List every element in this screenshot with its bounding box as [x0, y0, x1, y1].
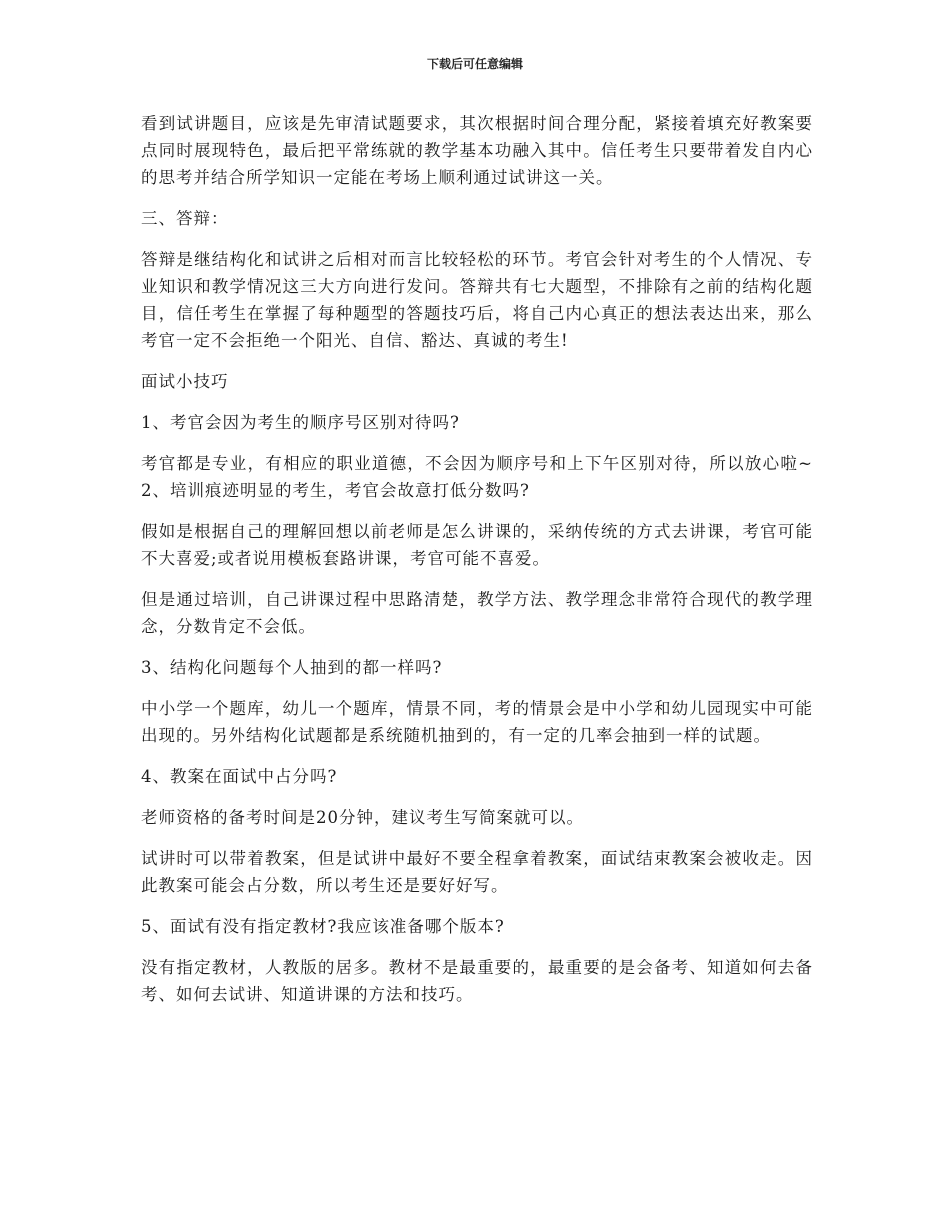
- answer-4-part-2: 试讲时可以带着教案，但是试讲中最好不要全程拿着教案，面试结束教案会被收走。因此教案可能会占分数，所以考生还是要好好写。: [141, 849, 813, 895]
- answer-4-part-1: 老师资格的备考时间是20分钟，建议考生写简案就可以。: [141, 808, 584, 827]
- answer-2-part-2: 但是通过培训，自己讲课过程中思路清楚，教学方法、教学理念非常符合现代的教学理念，分数肯定不会低。: [141, 590, 813, 636]
- question-5: 5、面试有没有指定教材?我应该准备哪个版本?: [141, 917, 505, 936]
- paragraph-trial-lecture-summary: 看到试讲题目，应该是先审清试题要求，其次根据时间合理分配，紧接着填充好教案要点同时展现特色，最后把平常练就的教学基本功融入其中。信任考生只要带着发自内心的思考并结合所学知识一定能在考场上顺利通过试讲这一关。: [141, 114, 813, 187]
- page-header: 下载后可任意编辑: [426, 57, 523, 71]
- section-heading-interview-tips: 面试小技巧: [141, 372, 229, 391]
- section-heading-defense: 三、答辩：: [141, 209, 229, 228]
- answer-3: 中小学一个题库，幼儿一个题库，情景不同，考的情景会是中小学和幼儿园现实中可能出现的。另外结构化试题都是系统随机抽到的，有一定的几率会抽到一样的试题。: [141, 699, 813, 745]
- question-1: 1、考官会因为考生的顺序号区别对待吗?: [141, 413, 460, 432]
- answer-2-part-1: 假如是根据自己的理解回想以前老师是怎么讲课的，采纳传统的方式去讲课，考官可能不大喜爱;或者说用模板套路讲课，考官可能不喜爱。: [141, 522, 813, 568]
- answer-5: 没有指定教材，人教版的居多。教材不是最重要的，最重要的是会备考、知道如何去备考、如何去试讲、知道讲课的方法和技巧。: [141, 958, 813, 1004]
- question-3: 3、结构化问题每个人抽到的都一样吗?: [141, 658, 443, 677]
- answer-1-and-question-2: 考官都是专业，有相应的职业道德，不会因为顺序号和上下午区别对待，所以放心啦~2、培训痕迹明显的考生，考官会故意打低分数吗?: [141, 454, 813, 500]
- paragraph-defense-description: 答辩是继结构化和试讲之后相对而言比较轻松的环节。考官会针对考生的个人情况、专业知识和教学情况这三大方向进行发问。答辩共有七大题型，不排除有之前的结构化题目，信任考生在掌握了每种题型的答题技巧后，将自己内心真正的想法表达出来，那么考官一定不会拒绝一个阳光、自信、豁达、真诚的考生!: [141, 250, 813, 350]
- question-4: 4、教案在面试中占分吗?: [141, 767, 338, 786]
- document-body: [141, 110, 813, 1022]
